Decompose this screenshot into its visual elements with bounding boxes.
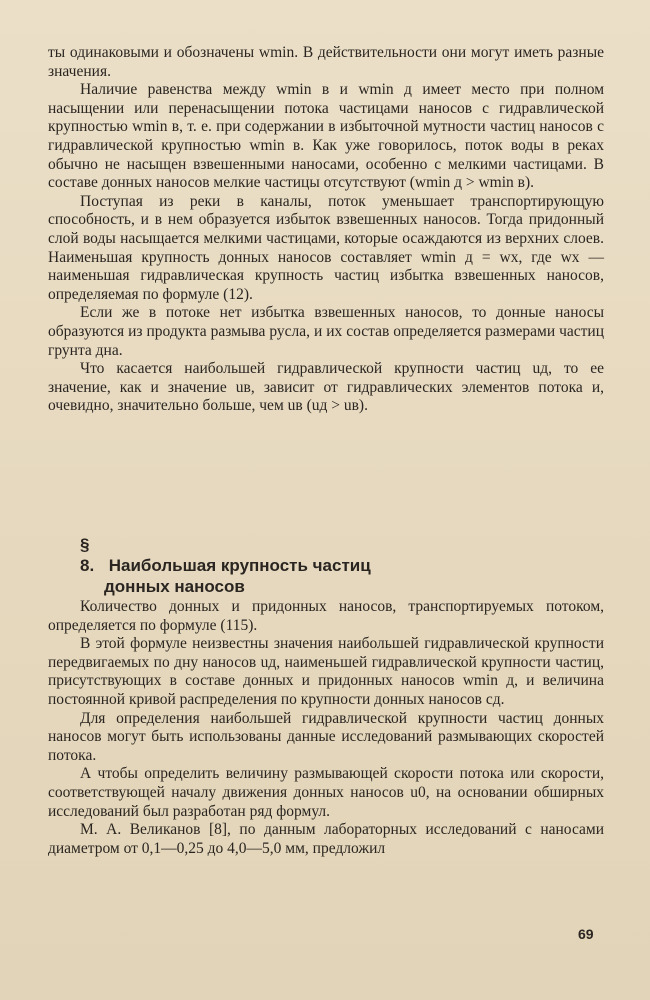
section-heading	[80, 534, 580, 597]
text-block-bottom	[48, 598, 604, 858]
section-title-line2: донных наносов	[104, 577, 245, 596]
paragraph: Если же в потоке нет избытка взвешенных наносов, то донные наносы образуются из продукта размыва русла, и их состав определяется размерами частиц грунта дна.	[48, 304, 604, 359]
paragraph: А чтобы определить величину размывающей скорости потока или скорости, соответствующей началу движения донных наносов u0, на основании обширных исследований был разработан ряд формул.	[48, 765, 604, 820]
paragraph: В этой формуле неизвестны значения наибольшей гидравлической крупности передвигаемых по дну наносов uд, наименьшей гидравлической крупности частиц, присутствующих в составе донных и придонных наносов wmin д, и величина постоянной кривой распределения по крупности донных наносов cд.	[48, 635, 604, 708]
paragraph: М. А. Великанов [8], по данным лабораторных исследований с наносами диаметром от 0,1—0,25 до 4,0—5,0 мм, предложил	[48, 821, 604, 857]
section-title-line1: Наибольшая крупность частиц	[108, 556, 371, 575]
text-block-top	[48, 44, 604, 416]
section-number: § 8.	[80, 535, 95, 575]
paragraph: Для определения наибольшей гидравлической крупности частиц донных наносов могут быть использованы данные исследований размывающих скоростей потока.	[48, 709, 604, 764]
paragraph: ты одинаковыми и обозначены wmin. В действительности они могут иметь разные значения.	[48, 44, 604, 80]
paragraph: Поступая из реки в каналы, поток уменьшает транспортирующую способность, и в нем образуется избыток взвешенных наносов. Тогда придонный слой воды насыщается мелкими частицами, которые осаждаются из верхних слоев. Наименьшая крупность донных наносов составляет wmin д = wx, где wx — наименьшая гидравлическая крупность частиц избытка взвешенных наносов, определяемая по формуле (12).	[48, 192, 604, 303]
paragraph: Наличие равенства между wmin в и wmin д имеет место при полном насыщении или перенасыщении потока частицами наносов с гидравлической крупностью wmin в, т. е. при содержании в избыточной мутности частиц наносов с гидравлической крупностью wmin в. Как уже говорилось, поток воды в реках обычно не насыщен взвешенными наносами, особенно с мелкими частицами. В составе донных наносов мелкие частицы отсутствуют (wmin д > wmin в).	[48, 81, 604, 192]
page-number: 69	[578, 926, 594, 942]
paragraph: Количество донных и придонных наносов, транспортируемых потоком, определяется по формуле (115).	[48, 598, 604, 634]
paragraph: Что касается наибольшей гидравлической крупности частиц uд, то ее значение, как и значение uв, зависит от гидравлических элементов потока и, очевидно, значительно больше, чем uв (uд > uв).	[48, 360, 604, 415]
